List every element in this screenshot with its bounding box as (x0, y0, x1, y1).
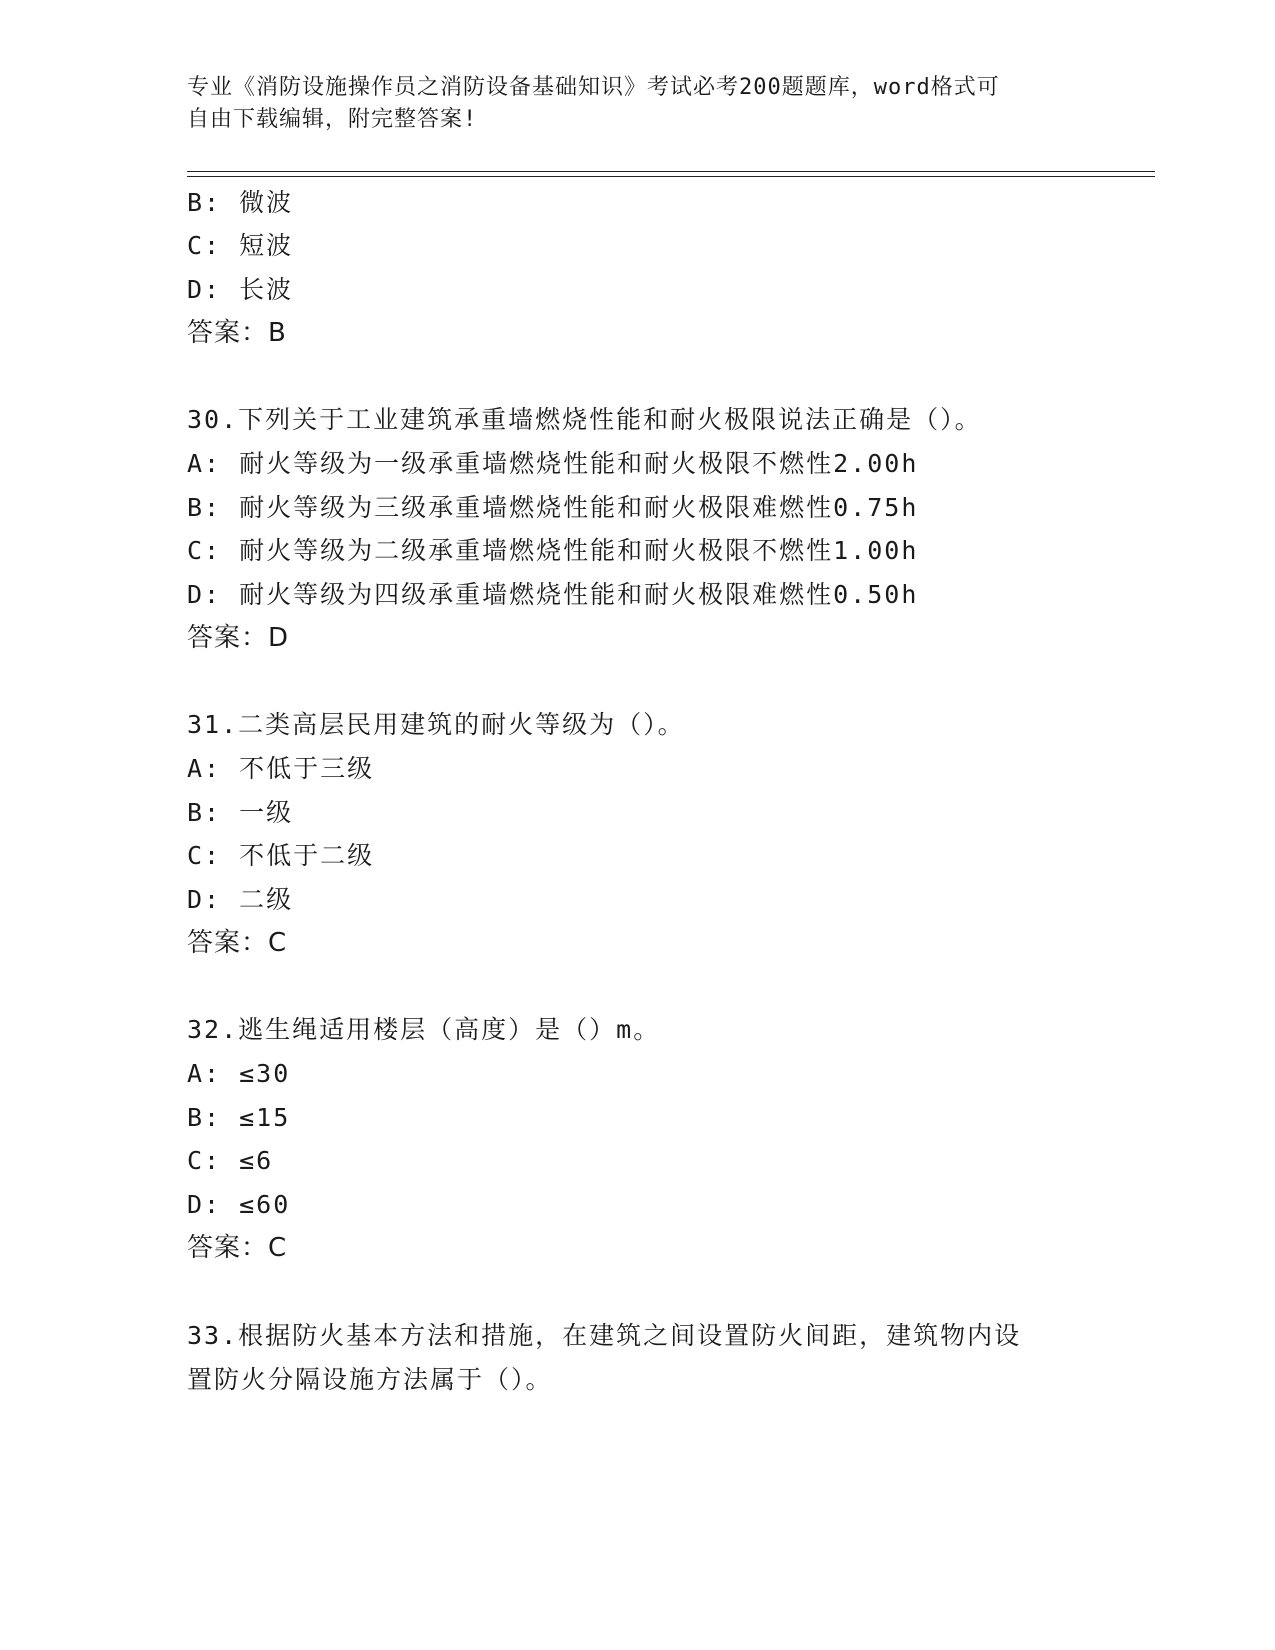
header-rule-bottom (187, 176, 1155, 177)
option-key: C: (187, 231, 222, 260)
option-text: 长波 (239, 275, 294, 304)
option-key: A: (187, 1059, 222, 1088)
option-text: 微波 (239, 188, 294, 217)
option-text: 不低于二级 (239, 841, 375, 870)
option-text: 不低于三级 (239, 754, 375, 783)
option-text: ≤60 (239, 1190, 291, 1219)
option-d (187, 882, 293, 918)
question-stem-line-1: 33.根据防火基本方法和措施，在建筑之间设置防火间距，建筑物内设 (187, 1321, 1022, 1350)
option-b (187, 795, 293, 831)
option-key: B: (187, 493, 222, 522)
answer-line: 答案：D (187, 623, 290, 653)
option-key: C: (187, 536, 222, 565)
option-key: C: (187, 841, 222, 870)
option-d (187, 577, 918, 613)
question-stem: 31.二类高层民用建筑的耐火等级为（）。 (187, 710, 685, 739)
option-a (187, 1056, 290, 1092)
option-text: 耐火等级为二级承重墙燃烧性能和耐火极限不燃性1.00h (239, 536, 919, 565)
option-text: 耐火等级为四级承重墙燃烧性能和耐火极限难燃性0.50h (239, 580, 919, 609)
option-text: 二级 (239, 885, 294, 914)
question-stem: 30.下列关于工业建筑承重墙燃烧性能和耐火极限说法正确是（）。 (187, 405, 982, 434)
option-c (187, 533, 918, 569)
option-c (187, 1143, 273, 1179)
option-b (187, 1100, 290, 1136)
option-text: ≤30 (239, 1059, 291, 1088)
option-key: D: (187, 275, 222, 304)
option-b (187, 185, 293, 221)
option-key: D: (187, 1190, 222, 1219)
option-a (187, 446, 918, 482)
document-title-line-1: 专业《消防设施操作员之消防设备基础知识》考试必考200题题库，word格式可 (187, 75, 1000, 100)
option-d (187, 272, 293, 308)
option-text: 短波 (239, 231, 294, 260)
document-title-line-2: 自由下载编辑，附完整答案! (187, 107, 478, 132)
option-c (187, 228, 293, 264)
option-key: D: (187, 580, 222, 609)
option-text: 耐火等级为三级承重墙燃烧性能和耐火极限难燃性0.75h (239, 493, 919, 522)
header-rule-top (187, 171, 1155, 172)
option-c (187, 838, 374, 874)
answer-line: 答案：C (187, 1233, 288, 1263)
option-text: 一级 (239, 798, 294, 827)
option-d (187, 1187, 290, 1223)
option-a (187, 751, 374, 787)
option-key: B: (187, 188, 222, 217)
option-text: ≤15 (239, 1103, 291, 1132)
answer-line: 答案：B (187, 318, 287, 348)
option-key: B: (187, 1103, 222, 1132)
question-stem-line-2: 置防火分隔设施方法属于（）。 (187, 1365, 553, 1394)
option-text: 耐火等级为一级承重墙燃烧性能和耐火极限不燃性2.00h (239, 449, 919, 478)
question-stem: 32.逃生绳适用楼层（高度）是（）m。 (187, 1015, 661, 1044)
answer-line: 答案：C (187, 928, 288, 958)
option-key: D: (187, 885, 222, 914)
option-b (187, 490, 918, 526)
option-key: A: (187, 754, 222, 783)
option-key: B: (187, 798, 222, 827)
option-text: ≤6 (239, 1146, 274, 1175)
option-key: A: (187, 449, 222, 478)
option-key: C: (187, 1146, 222, 1175)
